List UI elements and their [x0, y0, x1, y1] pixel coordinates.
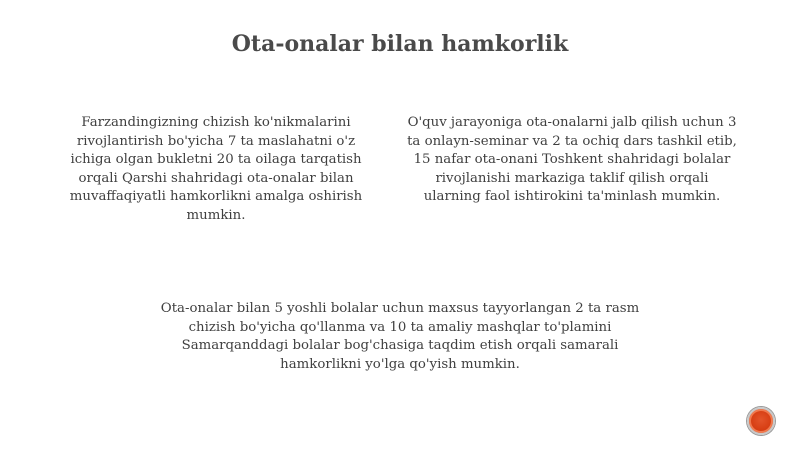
paragraph-bottom: Ota-onalar bilan 5 yoshli bolalar uchun maxsus tayyorlangan 2 ta rasm chizish bo'yicha qo'llanma va 10 ta amaliy mashqlar to'plamini Samarqanddagi bolalar bog'chasiga taqdim etish orqali samarali hamkorlikni yo'lga qo'yish mumkin. [160, 301, 640, 372]
slide-nav-button[interactable] [747, 407, 775, 435]
paragraph-left: Farzandingizning chizish ko'nikmalarini rivojlantirish bo'yicha 7 ta maslahatni o'z ichiga olgan bukletni 20 ta oilaga tarqatish orqali Qarshi shahridagi ota-onalar bilan muvaffaqiyatli hamkorlikni amalga oshirish mumkin. [69, 115, 363, 223]
paragraph-right: O'quv jarayoniga ota-onalarni jalb qilish uchun 3 ta onlayn-seminar va 2 ta ochiq dars tashkil etib, 15 nafar ota-onani Toshkent shahridagi bolalar rivojlanishi markaziga taklif qilish orqali ularning faol ishtirokini ta'minlash mumkin. [407, 115, 737, 204]
slide-title: Ota-onalar bilan hamkorlik [231, 31, 569, 57]
